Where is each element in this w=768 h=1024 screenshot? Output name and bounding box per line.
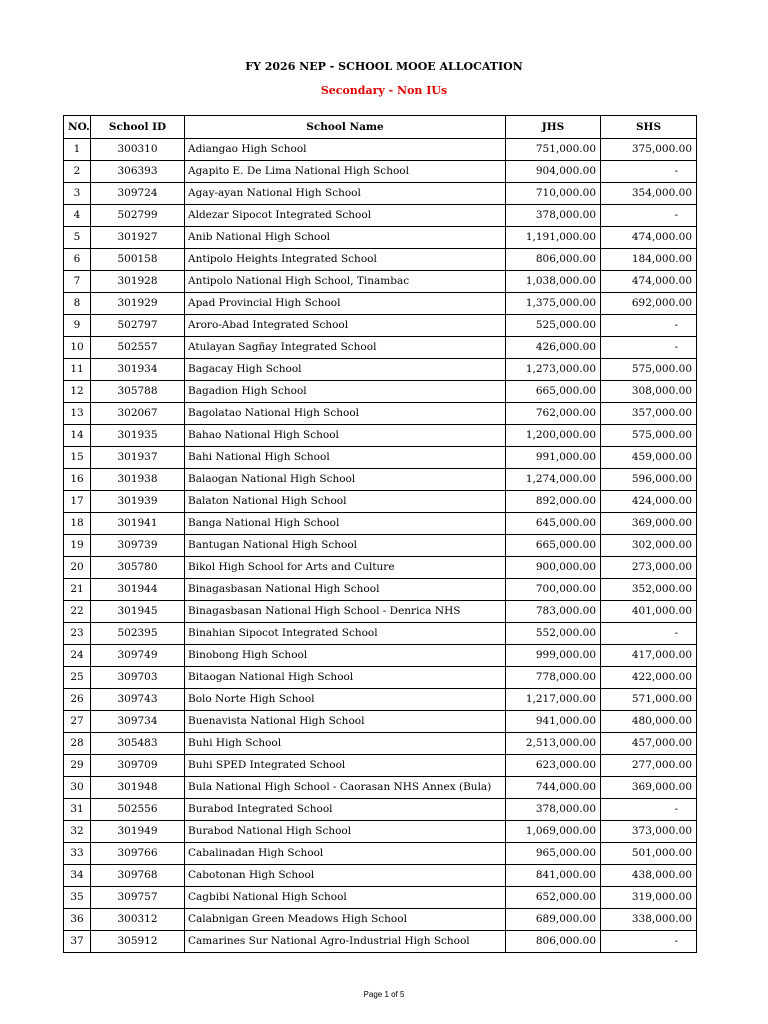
row-school-name: Burabod Integrated School	[185, 799, 506, 821]
row-school-id: 306393	[91, 161, 185, 183]
row-shs: -	[601, 205, 697, 227]
row-no: 27	[64, 711, 91, 733]
table-row	[64, 403, 697, 425]
row-jhs: 552,000.00	[506, 623, 601, 645]
row-no: 32	[64, 821, 91, 843]
row-no: 6	[64, 249, 91, 271]
row-shs: 319,000.00	[601, 887, 697, 909]
row-shs: 424,000.00	[601, 491, 697, 513]
row-no: 30	[64, 777, 91, 799]
row-school-name: Cabalinadan High School	[185, 843, 506, 865]
row-no: 10	[64, 337, 91, 359]
row-shs: -	[601, 799, 697, 821]
row-school-id: 301929	[91, 293, 185, 315]
row-school-id: 301935	[91, 425, 185, 447]
table-row	[64, 667, 697, 689]
row-shs: 354,000.00	[601, 183, 697, 205]
row-jhs: 904,000.00	[506, 161, 601, 183]
table-row	[64, 755, 697, 777]
row-shs: 457,000.00	[601, 733, 697, 755]
row-no: 34	[64, 865, 91, 887]
row-jhs: 892,000.00	[506, 491, 601, 513]
row-school-id: 305912	[91, 931, 185, 953]
row-school-name: Bahao National High School	[185, 425, 506, 447]
row-jhs: 1,273,000.00	[506, 359, 601, 381]
row-shs: 422,000.00	[601, 667, 697, 689]
table-row	[64, 205, 697, 227]
row-school-id: 502799	[91, 205, 185, 227]
row-no: 22	[64, 601, 91, 623]
table-row	[64, 293, 697, 315]
row-shs: 375,000.00	[601, 139, 697, 161]
header-jhs: JHS	[506, 116, 601, 139]
row-school-id: 502556	[91, 799, 185, 821]
row-no: 14	[64, 425, 91, 447]
table-row	[64, 865, 697, 887]
row-no: 24	[64, 645, 91, 667]
table-row	[64, 227, 697, 249]
header-no: NO.	[64, 116, 91, 139]
row-school-name: Bahi National High School	[185, 447, 506, 469]
row-jhs: 783,000.00	[506, 601, 601, 623]
row-school-name: Agay-ayan National High School	[185, 183, 506, 205]
row-school-name: Binagasbasan National High School - Denrica NHS	[185, 601, 506, 623]
row-school-name: Bagacay High School	[185, 359, 506, 381]
table-row	[64, 315, 697, 337]
row-jhs: 426,000.00	[506, 337, 601, 359]
row-no: 35	[64, 887, 91, 909]
row-no: 5	[64, 227, 91, 249]
row-jhs: 2,513,000.00	[506, 733, 601, 755]
document-subtitle: Secondary - Non IUs	[320, 84, 448, 97]
table-row	[64, 821, 697, 843]
header-shs: SHS	[601, 116, 697, 139]
row-shs: 369,000.00	[601, 513, 697, 535]
row-jhs: 941,000.00	[506, 711, 601, 733]
table-row	[64, 733, 697, 755]
row-shs: 459,000.00	[601, 447, 697, 469]
row-jhs: 700,000.00	[506, 579, 601, 601]
row-shs: -	[601, 315, 697, 337]
row-no: 18	[64, 513, 91, 535]
row-no: 12	[64, 381, 91, 403]
row-school-id: 309743	[91, 689, 185, 711]
header-school-name: School Name	[185, 116, 506, 139]
row-no: 16	[64, 469, 91, 491]
row-shs: 338,000.00	[601, 909, 697, 931]
row-shs: 184,000.00	[601, 249, 697, 271]
row-school-id: 301948	[91, 777, 185, 799]
row-shs: 277,000.00	[601, 755, 697, 777]
table-row	[64, 799, 697, 821]
row-jhs: 710,000.00	[506, 183, 601, 205]
row-shs: -	[601, 931, 697, 953]
row-school-name: Bikol High School for Arts and Culture	[185, 557, 506, 579]
row-school-name: Cagbibi National High School	[185, 887, 506, 909]
row-jhs: 665,000.00	[506, 381, 601, 403]
row-jhs: 841,000.00	[506, 865, 601, 887]
row-shs: 438,000.00	[601, 865, 697, 887]
row-shs: 417,000.00	[601, 645, 697, 667]
row-school-name: Buhi SPED Integrated School	[185, 755, 506, 777]
row-no: 8	[64, 293, 91, 315]
row-shs: -	[601, 161, 697, 183]
row-shs: 401,000.00	[601, 601, 697, 623]
row-no: 19	[64, 535, 91, 557]
row-jhs: 378,000.00	[506, 799, 601, 821]
row-school-id: 309768	[91, 865, 185, 887]
table-row	[64, 139, 697, 161]
row-school-id: 301938	[91, 469, 185, 491]
row-school-name: Binagasbasan National High School	[185, 579, 506, 601]
table-row	[64, 359, 697, 381]
row-school-name: Cabotonan High School	[185, 865, 506, 887]
row-school-id: 309703	[91, 667, 185, 689]
table-row	[64, 535, 697, 557]
row-no: 2	[64, 161, 91, 183]
table-row	[64, 183, 697, 205]
row-jhs: 744,000.00	[506, 777, 601, 799]
row-school-id: 301928	[91, 271, 185, 293]
row-jhs: 965,000.00	[506, 843, 601, 865]
row-school-name: Buhi High School	[185, 733, 506, 755]
row-school-id: 301937	[91, 447, 185, 469]
row-no: 29	[64, 755, 91, 777]
row-jhs: 689,000.00	[506, 909, 601, 931]
row-jhs: 665,000.00	[506, 535, 601, 557]
row-school-id: 305788	[91, 381, 185, 403]
row-shs: 692,000.00	[601, 293, 697, 315]
row-no: 7	[64, 271, 91, 293]
row-shs: -	[601, 337, 697, 359]
row-no: 31	[64, 799, 91, 821]
row-shs: 352,000.00	[601, 579, 697, 601]
row-jhs: 751,000.00	[506, 139, 601, 161]
row-no: 15	[64, 447, 91, 469]
row-school-id: 502797	[91, 315, 185, 337]
row-jhs: 806,000.00	[506, 931, 601, 953]
row-school-name: Agapito E. De Lima National High School	[185, 161, 506, 183]
row-jhs: 778,000.00	[506, 667, 601, 689]
row-jhs: 1,375,000.00	[506, 293, 601, 315]
table-row	[64, 623, 697, 645]
row-jhs: 378,000.00	[506, 205, 601, 227]
row-no: 36	[64, 909, 91, 931]
row-school-name: Adiangao High School	[185, 139, 506, 161]
row-jhs: 1,217,000.00	[506, 689, 601, 711]
row-school-id: 301939	[91, 491, 185, 513]
row-school-id: 309724	[91, 183, 185, 205]
row-shs: 373,000.00	[601, 821, 697, 843]
row-school-id: 300312	[91, 909, 185, 931]
row-no: 9	[64, 315, 91, 337]
row-school-name: Bantugan National High School	[185, 535, 506, 557]
row-jhs: 645,000.00	[506, 513, 601, 535]
table-header-row	[64, 116, 697, 139]
table-row	[64, 557, 697, 579]
row-shs: 369,000.00	[601, 777, 697, 799]
row-school-name: Balaton National High School	[185, 491, 506, 513]
row-no: 26	[64, 689, 91, 711]
row-school-id: 309757	[91, 887, 185, 909]
row-shs: 357,000.00	[601, 403, 697, 425]
row-shs: 575,000.00	[601, 359, 697, 381]
row-no: 3	[64, 183, 91, 205]
row-school-name: Bagolatao National High School	[185, 403, 506, 425]
table-row	[64, 689, 697, 711]
table-row	[64, 337, 697, 359]
row-school-id: 301934	[91, 359, 185, 381]
table-row	[64, 711, 697, 733]
table-row	[64, 887, 697, 909]
row-no: 21	[64, 579, 91, 601]
row-school-name: Camarines Sur National Agro-Industrial High School	[185, 931, 506, 953]
row-shs: 273,000.00	[601, 557, 697, 579]
row-school-name: Apad Provincial High School	[185, 293, 506, 315]
table-row	[64, 777, 697, 799]
row-school-id: 309749	[91, 645, 185, 667]
table-row	[64, 601, 697, 623]
row-shs: 474,000.00	[601, 271, 697, 293]
row-school-name: Antipolo Heights Integrated School	[185, 249, 506, 271]
row-school-id: 502557	[91, 337, 185, 359]
row-shs: 596,000.00	[601, 469, 697, 491]
row-no: 23	[64, 623, 91, 645]
row-no: 13	[64, 403, 91, 425]
row-jhs: 1,038,000.00	[506, 271, 601, 293]
row-school-id: 301945	[91, 601, 185, 623]
row-jhs: 652,000.00	[506, 887, 601, 909]
row-school-name: Buenavista National High School	[185, 711, 506, 733]
row-shs: 501,000.00	[601, 843, 697, 865]
row-school-id: 301941	[91, 513, 185, 535]
row-school-name: Binahian Sipocot Integrated School	[185, 623, 506, 645]
row-school-id: 301927	[91, 227, 185, 249]
row-shs: -	[601, 623, 697, 645]
row-no: 1	[64, 139, 91, 161]
table-row	[64, 249, 697, 271]
row-jhs: 1,274,000.00	[506, 469, 601, 491]
row-shs: 575,000.00	[601, 425, 697, 447]
row-jhs: 900,000.00	[506, 557, 601, 579]
row-school-id: 309739	[91, 535, 185, 557]
table-row	[64, 271, 697, 293]
table-row	[64, 579, 697, 601]
row-school-name: Aldezar Sipocot Integrated School	[185, 205, 506, 227]
allocation-table	[63, 115, 697, 953]
row-school-id: 301944	[91, 579, 185, 601]
row-school-name: Binobong High School	[185, 645, 506, 667]
row-jhs: 1,069,000.00	[506, 821, 601, 843]
row-school-id: 305780	[91, 557, 185, 579]
table-row	[64, 843, 697, 865]
row-shs: 308,000.00	[601, 381, 697, 403]
row-no: 20	[64, 557, 91, 579]
row-school-id: 500158	[91, 249, 185, 271]
row-no: 17	[64, 491, 91, 513]
row-school-name: Bitaogan National High School	[185, 667, 506, 689]
row-jhs: 999,000.00	[506, 645, 601, 667]
row-no: 33	[64, 843, 91, 865]
row-school-name: Aroro-Abad Integrated School	[185, 315, 506, 337]
table-row	[64, 909, 697, 931]
row-school-name: Anib National High School	[185, 227, 506, 249]
row-school-name: Banga National High School	[185, 513, 506, 535]
row-school-id: 502395	[91, 623, 185, 645]
row-jhs: 623,000.00	[506, 755, 601, 777]
row-school-id: 300310	[91, 139, 185, 161]
row-school-id: 301949	[91, 821, 185, 843]
header-school-id: School ID	[91, 116, 185, 139]
row-shs: 474,000.00	[601, 227, 697, 249]
row-jhs: 762,000.00	[506, 403, 601, 425]
table-row	[64, 469, 697, 491]
row-school-name: Bagadion High School	[185, 381, 506, 403]
row-school-id: 309709	[91, 755, 185, 777]
row-jhs: 806,000.00	[506, 249, 601, 271]
row-no: 4	[64, 205, 91, 227]
table-row	[64, 513, 697, 535]
row-no: 37	[64, 931, 91, 953]
row-no: 11	[64, 359, 91, 381]
row-jhs: 525,000.00	[506, 315, 601, 337]
table-row	[64, 161, 697, 183]
row-school-name: Bolo Norte High School	[185, 689, 506, 711]
table-row	[64, 425, 697, 447]
row-school-id: 309734	[91, 711, 185, 733]
row-shs: 302,000.00	[601, 535, 697, 557]
row-shs: 571,000.00	[601, 689, 697, 711]
row-school-name: Atulayan Sagñay Integrated School	[185, 337, 506, 359]
row-jhs: 1,200,000.00	[506, 425, 601, 447]
table-row	[64, 381, 697, 403]
document-title: FY 2026 NEP - SCHOOL MOOE ALLOCATION	[245, 60, 523, 73]
row-school-name: Burabod National High School	[185, 821, 506, 843]
table-row	[64, 931, 697, 953]
table-row	[64, 491, 697, 513]
row-shs: 480,000.00	[601, 711, 697, 733]
table-row	[64, 447, 697, 469]
row-school-id: 309766	[91, 843, 185, 865]
row-no: 28	[64, 733, 91, 755]
row-school-id: 305483	[91, 733, 185, 755]
row-school-name: Bula National High School - Caorasan NHS Annex (Bula)	[185, 777, 506, 799]
row-school-name: Antipolo National High School, Tinambac	[185, 271, 506, 293]
row-jhs: 1,191,000.00	[506, 227, 601, 249]
row-school-name: Calabnigan Green Meadows High School	[185, 909, 506, 931]
table-row	[64, 645, 697, 667]
row-jhs: 991,000.00	[506, 447, 601, 469]
row-school-name: Balaogan National High School	[185, 469, 506, 491]
page-number: Page 1 of 5	[363, 990, 405, 999]
row-school-id: 302067	[91, 403, 185, 425]
row-no: 25	[64, 667, 91, 689]
